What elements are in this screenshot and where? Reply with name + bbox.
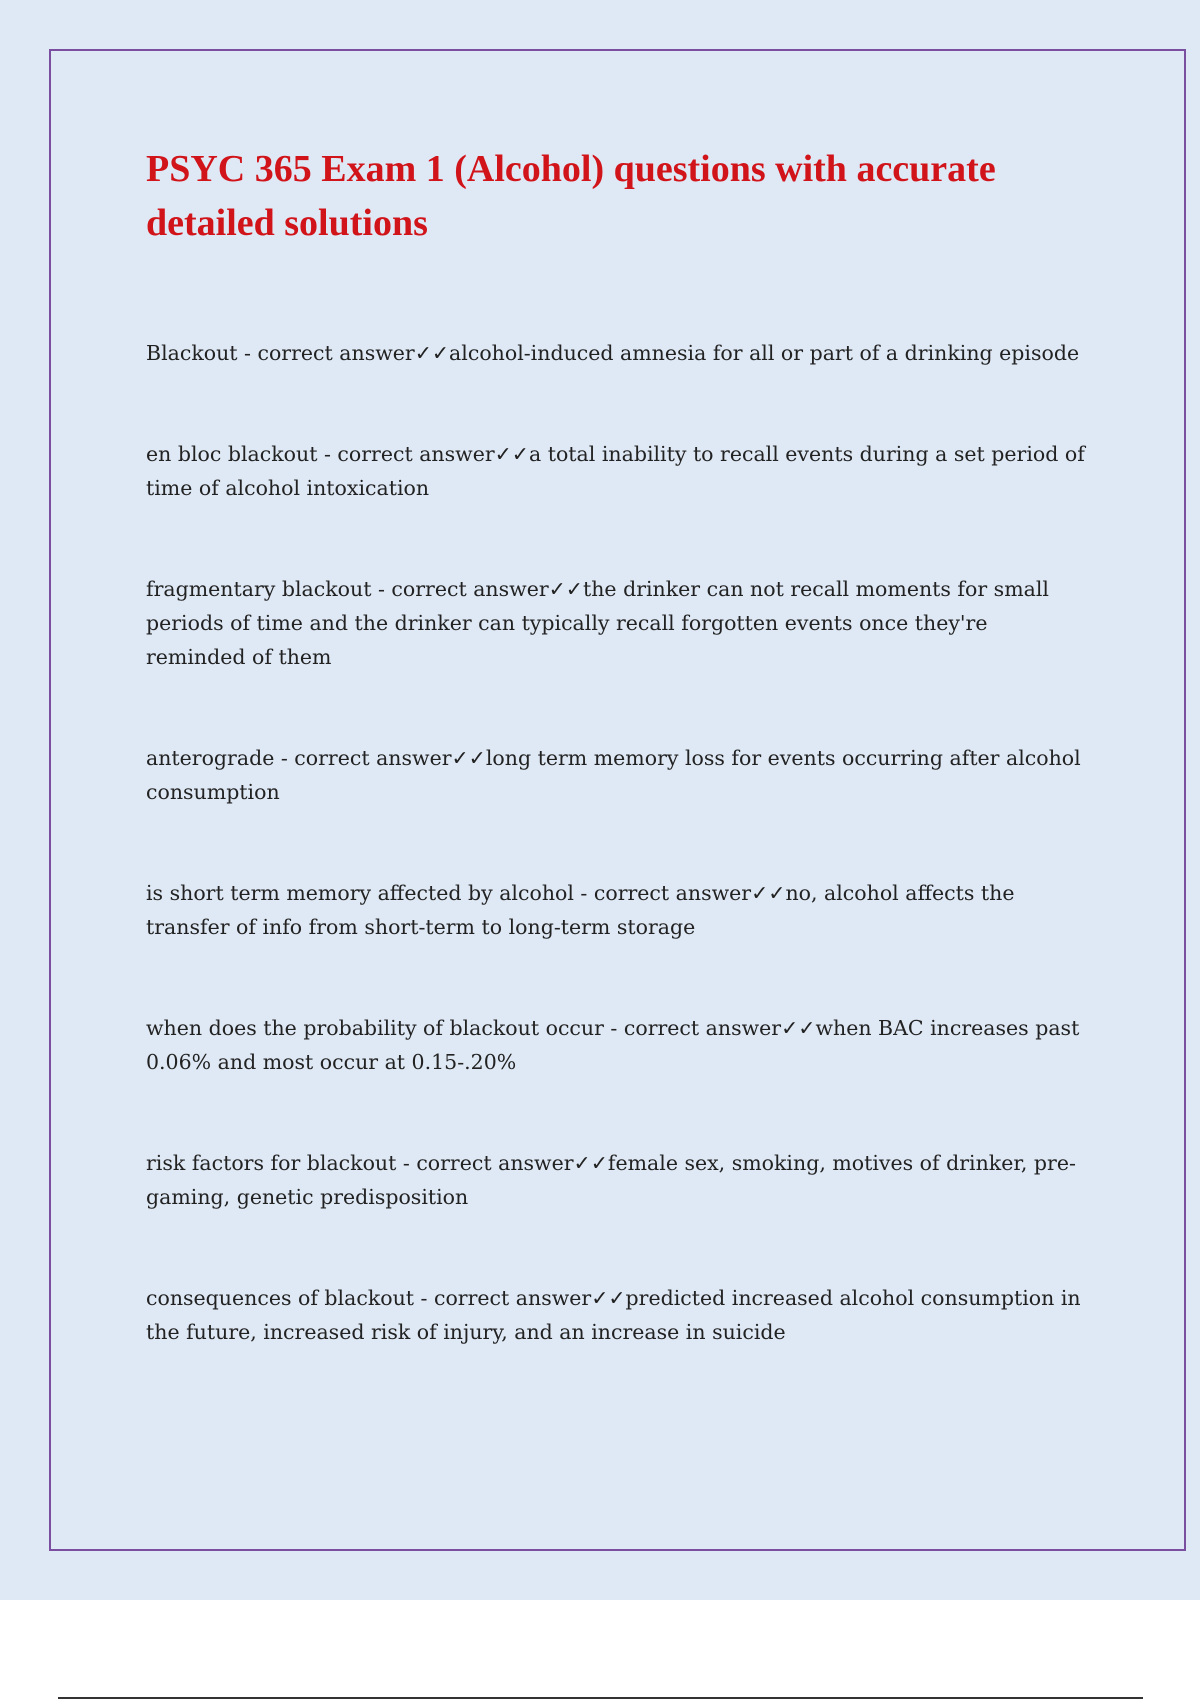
qa-item-fragmentary-blackout: fragmentary blackout - correct answer✓✓the drinker can not recall moments for small periods of time and the drinker can typically recall forgotten events once they're reminded of them	[146, 577, 1049, 669]
qa-item-blackout-probability: when does the probability of blackout occur - correct answer✓✓when BAC increases past 0.06% and most occur at 0.15-.20%	[146, 1016, 1080, 1074]
qa-item-short-term-memory: is short term memory affected by alcohol - correct answer✓✓no, alcohol affects the transfer of info from short-term to long-term storage	[146, 881, 1015, 939]
document-title: PSYC 365 Exam 1 (Alcohol) questions with accurate detailed solutions	[146, 148, 996, 244]
qa-item-risk-factors: risk factors for blackout - correct answer✓✓female sex, smoking, motives of drinker, pre-gaming, genetic predisposition	[146, 1151, 1076, 1209]
qa-list	[146, 336, 1086, 1416]
qa-item-blackout: Blackout - correct answer✓✓alcohol-induced amnesia for all or part of a drinking episode	[146, 341, 1080, 365]
qa-item-consequences: consequences of blackout - correct answer✓✓predicted increased alcohol consumption in the future, increased risk of injury, and an increase in suicide	[146, 1286, 1081, 1344]
qa-item-anterograde: anterograde - correct answer✓✓long term memory loss for events occurring after alcohol consumption	[146, 746, 1081, 804]
bottom-divider	[58, 1697, 1143, 1699]
qa-item-en-bloc-blackout: en bloc blackout - correct answer✓✓a total inability to recall events during a set period of time of alcohol intoxication	[146, 442, 1085, 500]
